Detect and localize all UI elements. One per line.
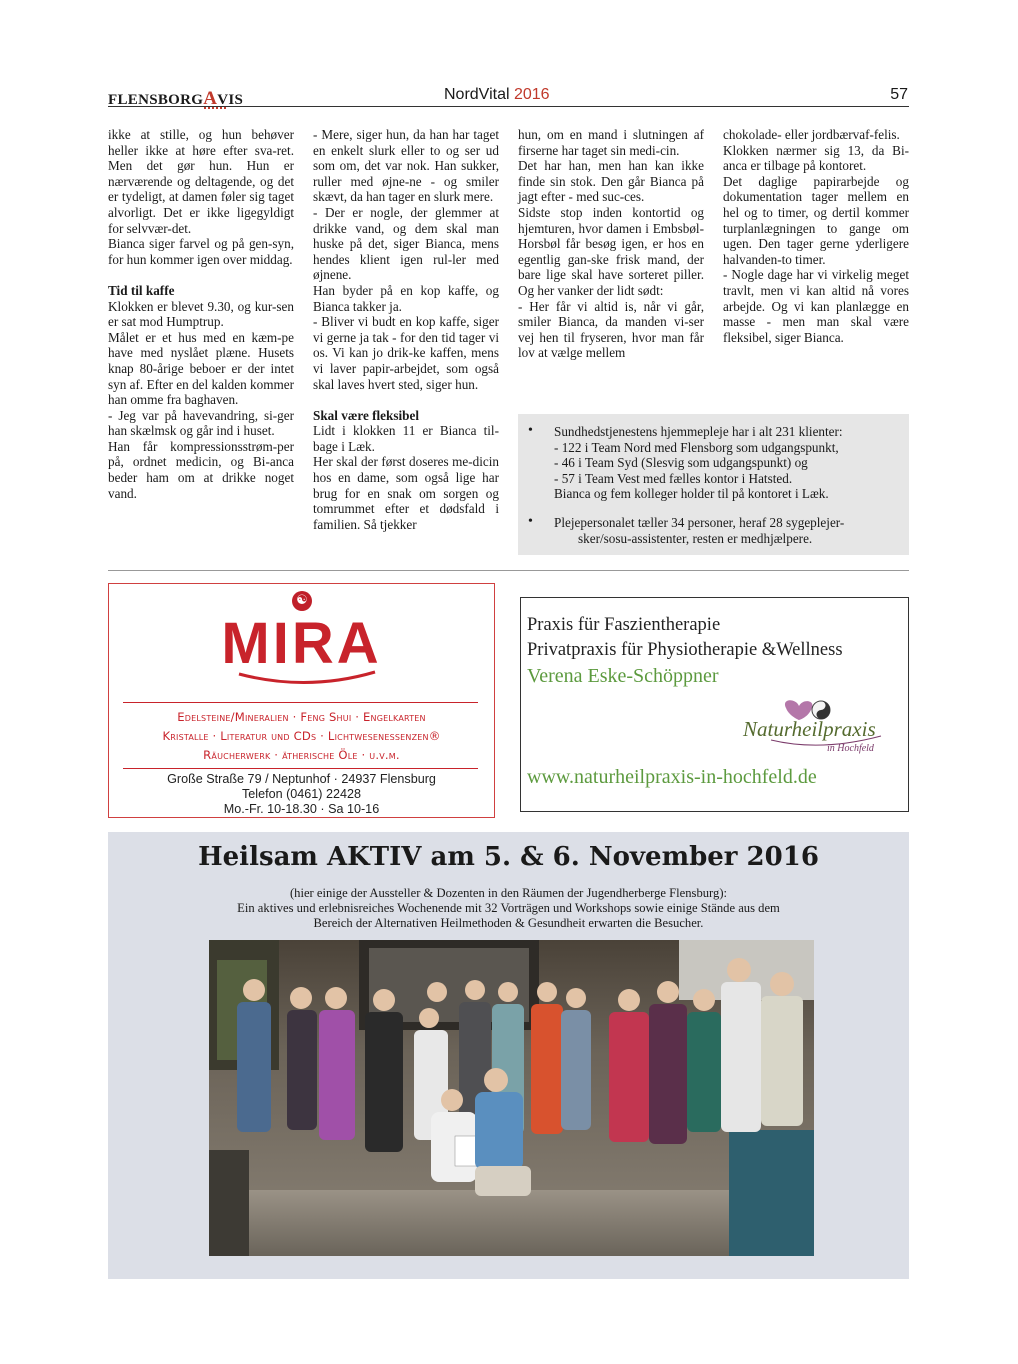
section-year: 2016	[513, 86, 550, 103]
logo-main-text: FLENSBORG	[108, 92, 204, 108]
mira-brand: MIRA	[221, 611, 382, 676]
page-number: 57	[890, 86, 908, 103]
mira-category-line: Edelsteine/Mineralien · Feng Shui · Engelkarten	[177, 710, 426, 724]
praxis-url-link[interactable]: www.naturheilpraxis-in-hochfeld.de	[527, 766, 817, 788]
group-photo	[209, 940, 814, 1256]
logo-initial: A	[203, 88, 218, 109]
heilsam-box	[108, 832, 909, 1279]
article-column-1	[108, 127, 294, 501]
paragraph: ikke at stille, og hun behøver heller ikke at høre efter sva-ret. Men det gør hun. Hun er nærværende og deltagende, og det er tydeligt, at damen føler sig taget alvorligt. Det er ikke ligegyldigt for selvvær-det. Bianca siger farvel og på gen-syn, for hun kommer igen over middag.	[108, 127, 294, 267]
paragraph: Klokken er blevet 9.30, og kur-sen er sat mod Humptrup. Målet er et hus med en kæm-pe have med nyslået plæne. Husets knap 80-årige beboer er der intet syn af. Efter en del kalden kommer han omme fra baghaven. - Jeg var på havevandring, si-ger han skælmsk og går ind i huset. Han får kompressionsstrøm-per på, ordnet medicin, og Bi-anca beder ham om at drikke noget vand.	[108, 298, 294, 501]
subheading: Tid til kaffe	[108, 282, 175, 298]
mira-phone: Telefon (0461) 22428	[241, 787, 362, 801]
section-divider	[108, 570, 909, 571]
section-title	[444, 86, 550, 104]
fact-line: Bianca og fem kolleger holder til på kontoret i Læk.	[554, 486, 829, 501]
praxis-name: Verena Eske-Schöppner	[527, 665, 719, 687]
divider	[123, 702, 478, 703]
fact-line: - 122 i Team Nord med Flensborg som udgangspunkt,	[554, 440, 839, 455]
ad-praxis[interactable]	[520, 597, 909, 812]
logo-dots	[204, 107, 226, 109]
article-column-2	[313, 127, 499, 532]
section-name: NordVital	[444, 86, 510, 103]
logo-rest-text: VIS	[217, 92, 244, 108]
article-column-4	[723, 127, 909, 345]
mira-category-line: Räucherwerk · ätherische Öle · u.v.m.	[203, 748, 400, 762]
paragraph: - Mere, siger hun, da han har taget en enkelt slurk eller to og ser ud som om, det var nok. Han sukker, ruller med øjne-ne - og smiler skævt, da han tager en slurk mere. - Der er nogle, der glemmer at drikke vand, og dem skal man huske på det, siger Bianca, mens hendes klient igen rul-ler med øjnene. Han byder på en kop kaffe, og Bianca takker ja. - Bliver vi budt en kop kaffe, siger vi gerne ja tak - for den tid tager vi os. Vi kan jo drik-ke kaffen, mens vi laver papir-arbejdet, som også skal laves hvert sted, siger hun.	[313, 127, 499, 392]
mira-category-line: Kristalle · Literatur und CDs · Lichtwesenessenzen®	[162, 729, 441, 743]
paragraph: hun, om en mand i slutningen af firserne har taget sin medi-cin. Det har han, men han kan ikke finde sin stok. Den går Bianca på jagt efter - med suc-ces. Sidste stop inden kontortid og hjemturen, hvor damen i Embsbøl-Horsbøl får besøg igen, er hos en egentlig gan-ske frisk mand, der bare lige skal have sorteret piller. Og her vanker der lidt sødt: - Her får vi altid is, når vi går, smiler Bianca, da manden vi-ser vej hen til fryseren, hvor man får lov at vælge mellem	[518, 127, 704, 361]
heilsam-caption: Ein aktives und erlebnisreiches Wochenende mit 32 Vorträgen und Workshops sowie einige Stände aus dem	[237, 901, 780, 915]
fact-box	[518, 414, 909, 555]
mira-logo-icon: ☯	[292, 591, 312, 611]
bullet-icon: •	[528, 423, 533, 438]
mira-hours: Mo.-Fr. 10-18.30 · Sa 10-16	[223, 802, 380, 816]
fact-line: sker/sosu-assistenter, resten er medhjælpere.	[578, 531, 813, 546]
paragraph: chokolade- eller jordbærvaf-felis. Klokken nærmer sig 13, da Bi-anca er tilbage på kontoret. Det daglige papirarbejde og dokumentation tager mellem en hel og to timer, og dertil kommer turplanlægningen to gange om ugen. Den tager gerne yderligere halvanden-to timer. - Nogle dage har vi virkelig meget travlt, men vi kan altid nå vores arbejde. Og vi kan planlægge en masse - men man skal være fleksibel, siger Bianca.	[723, 127, 909, 345]
heilsam-caption: Bereich der Alternativen Heilmethoden & Gesundheit erwarten die Besucher.	[313, 916, 704, 930]
naturheilpraxis-logo-sub: in Hochfeld	[827, 743, 874, 754]
mira-address: Große Straße 79 / Neptunhof · 24937 Flensburg	[167, 772, 436, 786]
subheading: Skal være fleksibel	[313, 407, 419, 423]
article-column-3	[518, 127, 704, 361]
divider	[123, 768, 478, 769]
fact-line: - 46 i Team Syd (Slesvig som udgangspunkt) og	[554, 455, 808, 470]
fact-line: Sundhedstjenestens hjemmepleje har i alt 231 klienter:	[554, 424, 843, 439]
fact-line: - 57 i Team Vest med fælles kontor i Hatsted.	[554, 471, 793, 486]
naturheilpraxis-logo-text: Naturheilpraxis	[743, 717, 876, 741]
mira-swoosh-icon	[237, 670, 377, 690]
praxis-line: Privatpraxis für Physiotherapie &Wellness	[527, 640, 843, 660]
heilsam-caption: (hier einige der Aussteller & Dozenten in den Räumen der Jugendherberge Flensburg):	[289, 886, 728, 900]
fact-line: Plejepersonalet tæller 34 personer, heraf 28 sygeplejer-	[554, 515, 845, 530]
ad-mira[interactable]	[108, 583, 495, 818]
paragraph: Lidt i klokken 11 er Bianca til-bage i Læk. Her skal der først doseres me-dicin hos en dame, som også lige har brug for en snak om sorgen og tomrummet efter et dødsfald i familien. Så tjekker	[313, 423, 499, 532]
bullet-icon: •	[528, 514, 533, 529]
header-rule	[108, 106, 909, 107]
heilsam-title: Heilsam AKTIV am 5. & 6. November 2016	[198, 842, 819, 872]
praxis-line: Praxis für Faszientherapie	[527, 615, 721, 635]
